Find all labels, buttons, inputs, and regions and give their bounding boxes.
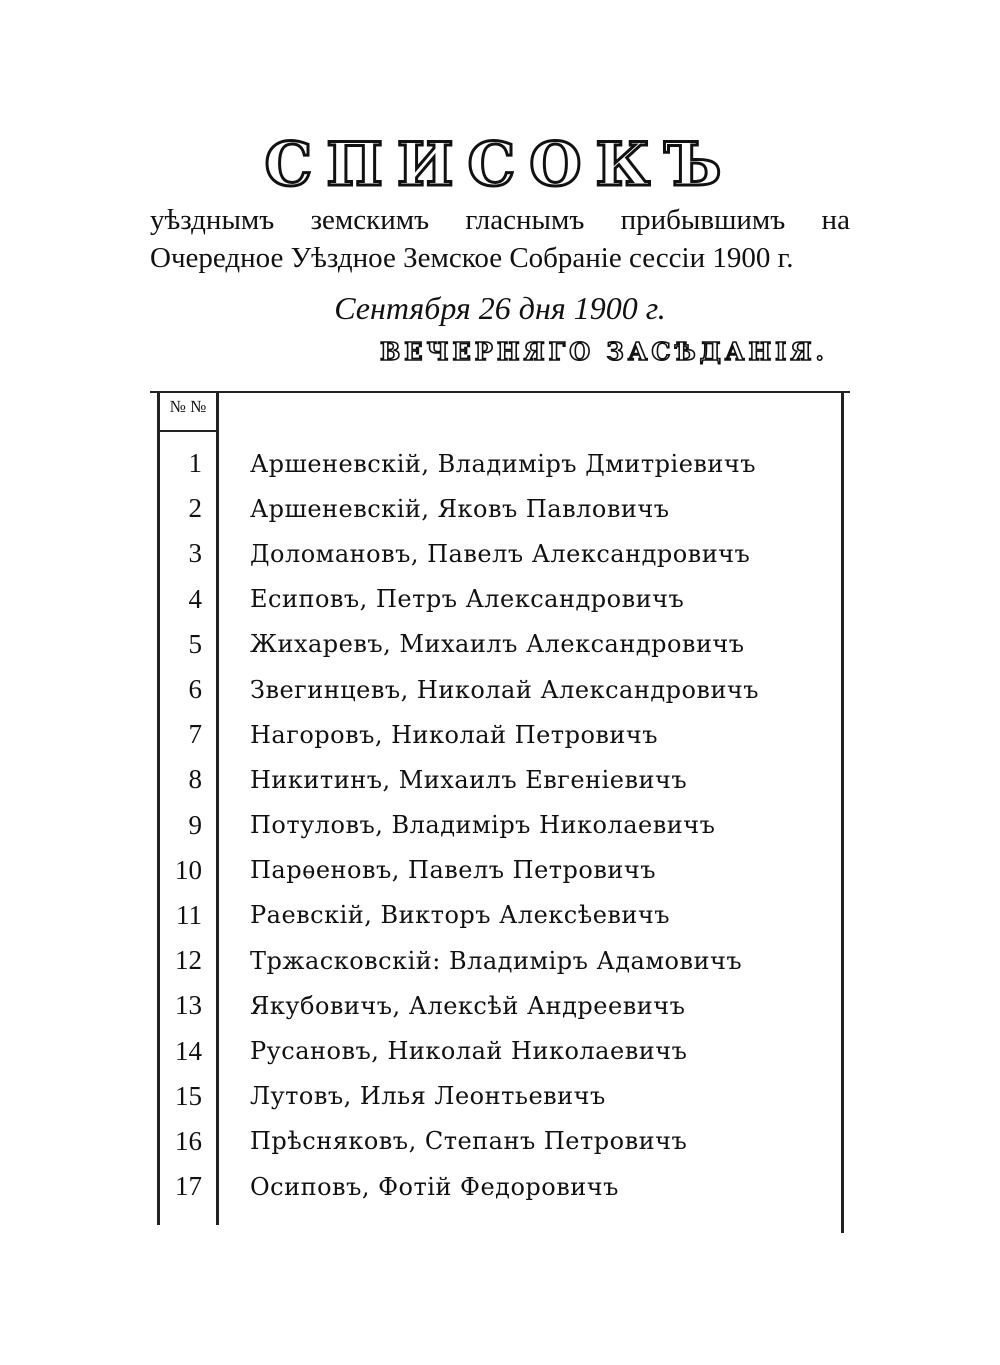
member-name: Парѳеновъ, Павелъ Петровичъ bbox=[250, 856, 657, 885]
table-row bbox=[160, 622, 840, 667]
row-number: 6 bbox=[188, 674, 202, 705]
table-row bbox=[160, 486, 840, 531]
header-underline bbox=[157, 430, 217, 432]
member-name: Прѣсняковъ, Степанъ Петровичъ bbox=[250, 1127, 688, 1156]
number-column-header: № № bbox=[169, 397, 207, 416]
member-name: Есиповъ, Петръ Александровичъ bbox=[250, 585, 685, 614]
table-row bbox=[160, 667, 840, 712]
row-number: 10 bbox=[175, 854, 202, 885]
subtitle-word: на bbox=[821, 204, 850, 236]
subtitle-line-1 bbox=[150, 204, 850, 237]
row-number: 15 bbox=[175, 1080, 202, 1111]
row-number: 3 bbox=[188, 538, 202, 569]
table-right-rule bbox=[841, 391, 844, 1233]
member-name: Тржасковскій: Владиміръ Адамовичъ bbox=[250, 946, 743, 975]
table-row bbox=[160, 531, 840, 576]
member-name: Аршеневскій, Владиміръ Дмитріевичъ bbox=[250, 449, 757, 478]
row-number: 11 bbox=[176, 899, 202, 930]
row-number: 8 bbox=[188, 764, 202, 795]
table-row bbox=[160, 803, 840, 848]
row-number: 17 bbox=[175, 1171, 202, 1202]
row-number: 5 bbox=[188, 628, 202, 659]
member-name: Раевскій, Викторъ Алексѣевичъ bbox=[250, 901, 671, 930]
row-number: 14 bbox=[175, 1035, 202, 1066]
document-title: СПИСОКЪ bbox=[264, 130, 736, 200]
row-number: 13 bbox=[175, 990, 202, 1021]
table-row bbox=[160, 938, 840, 983]
member-name: Никитинъ, Михаилъ Евгеніевичъ bbox=[250, 765, 688, 794]
row-number: 9 bbox=[188, 809, 202, 840]
subtitle-word: прибывшимъ bbox=[620, 204, 786, 236]
member-name: Доломановъ, Павелъ Александровичъ bbox=[250, 539, 751, 568]
subtitle-word: гласнымъ bbox=[465, 204, 585, 236]
table-row bbox=[160, 1028, 840, 1073]
member-name: Якубовичъ, Алексѣй Андреевичъ bbox=[250, 991, 686, 1020]
members-table bbox=[160, 441, 840, 1209]
table-row bbox=[160, 848, 840, 893]
member-name: Жихаревъ, Михаилъ Александровичъ bbox=[250, 630, 745, 659]
member-name: Потуловъ, Владиміръ Николаевичъ bbox=[250, 811, 716, 840]
member-name: Лутовъ, Илья Леонтьевичъ bbox=[250, 1082, 606, 1111]
row-number: 1 bbox=[188, 448, 202, 479]
table-row bbox=[160, 712, 840, 757]
row-number: 4 bbox=[188, 583, 202, 614]
member-name: Аршеневскій, Яковъ Павловичъ bbox=[250, 494, 670, 523]
table-row bbox=[160, 441, 840, 486]
member-name: Нагоровъ, Николай Петровичъ bbox=[250, 720, 659, 749]
table-row bbox=[160, 1119, 840, 1164]
row-number: 16 bbox=[175, 1125, 202, 1156]
session-date: Сентября 26 дня 1900 г. bbox=[334, 290, 666, 326]
row-number: 7 bbox=[188, 719, 202, 750]
table-row bbox=[160, 1164, 840, 1209]
table-row bbox=[160, 577, 840, 622]
member-name: Звегинцевъ, Николай Александровичъ bbox=[250, 675, 760, 704]
member-name: Русановъ, Николай Николаевичъ bbox=[250, 1037, 688, 1066]
row-number: 12 bbox=[175, 945, 202, 976]
table-row bbox=[160, 983, 840, 1028]
subtitle-word: земскимъ bbox=[310, 204, 430, 236]
member-name: Осиповъ, Фотій Федоровичъ bbox=[250, 1172, 619, 1201]
row-number: 2 bbox=[188, 493, 202, 524]
table-row bbox=[160, 893, 840, 938]
session-heading: ВЕЧЕРНЯГО ЗАСѢДАНІЯ. bbox=[380, 337, 828, 366]
table-row bbox=[160, 1074, 840, 1119]
table-row bbox=[160, 757, 840, 802]
subtitle-word: уѣзднымъ bbox=[150, 204, 275, 236]
subtitle-line-2: Очередное Уѣздное Земское Собраніе сессіи 1900 г. bbox=[150, 242, 794, 274]
table-top-rule bbox=[150, 391, 850, 393]
